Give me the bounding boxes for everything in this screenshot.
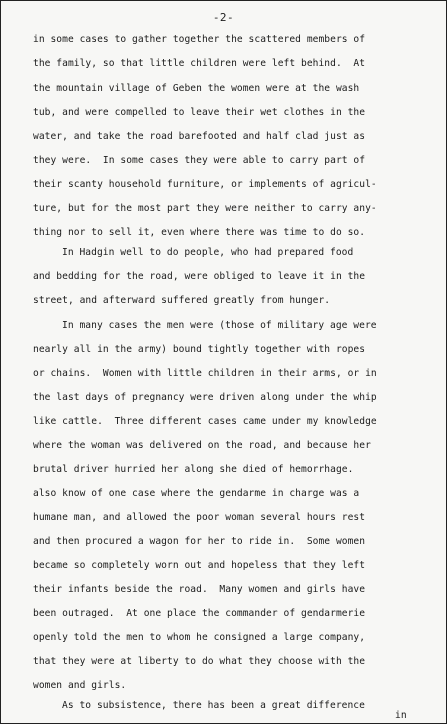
text-line: water, and take the road barefooted and half clad just as <box>33 131 366 142</box>
text-line: where the woman was delivered on the road, and because her <box>33 440 371 451</box>
text-line: women and girls. <box>33 680 127 691</box>
text-line: also know of one case where the gendarme in charge was a <box>33 488 360 499</box>
catchword: in <box>395 710 407 721</box>
text-line: openly told the men to whom he consigned a large company, <box>33 632 366 643</box>
text-line: tub, and were compelled to leave their wet clothes in the <box>33 107 366 118</box>
text-line: like cattle. Three different cases came under my knowledge <box>33 416 377 427</box>
text-line: street, and afterward suffered greatly from hunger. <box>33 295 331 306</box>
text-line: brutal driver hurried her along she died of hemorrhage. <box>33 464 354 475</box>
text-line: they were. In some cases they were able to carry part of <box>33 155 366 166</box>
text-line: ture, but for the most part they were neither to carry any- <box>33 203 377 214</box>
text-line: humane man, and allowed the poor woman several hours rest <box>33 512 366 523</box>
text-line: the last days of pregnancy were driven along under the whip <box>33 392 377 403</box>
text-line: the mountain village of Geben the women were at the wash <box>33 83 360 94</box>
text-line: or chains. Women with little children in their arms, or in <box>33 368 377 379</box>
text-line: As to subsistence, there has been a great difference <box>62 700 365 711</box>
text-line: and bedding for the road, were obliged to leave it in the <box>33 271 366 282</box>
text-line: their infants beside the road. Many women and girls have <box>33 584 366 595</box>
text-line: been outraged. At one place the commander of gendarmerie <box>33 608 366 619</box>
text-line: thing nor to sell it, even where there was time to do so. <box>33 227 366 238</box>
text-line: became so completely worn out and hopeless that they left <box>33 560 366 571</box>
text-line: their scanty household furniture, or implements of agricul- <box>33 179 377 190</box>
text-line: nearly all in the army) bound tightly together with ropes <box>33 344 366 355</box>
text-line: in some cases to gather together the scattered members of <box>33 34 366 45</box>
page-number: -2- <box>212 11 235 24</box>
text-line: that they were at liberty to do what they choose with the <box>33 656 366 667</box>
text-line: and then procured a wagon for her to ride in. Some women <box>33 536 366 547</box>
text-line: In many cases the men were (those of military age were <box>62 320 377 331</box>
text-line: the family, so that little children were left behind. At <box>33 58 366 69</box>
text-line: In Hadgin well to do people, who had prepared food <box>62 247 354 258</box>
